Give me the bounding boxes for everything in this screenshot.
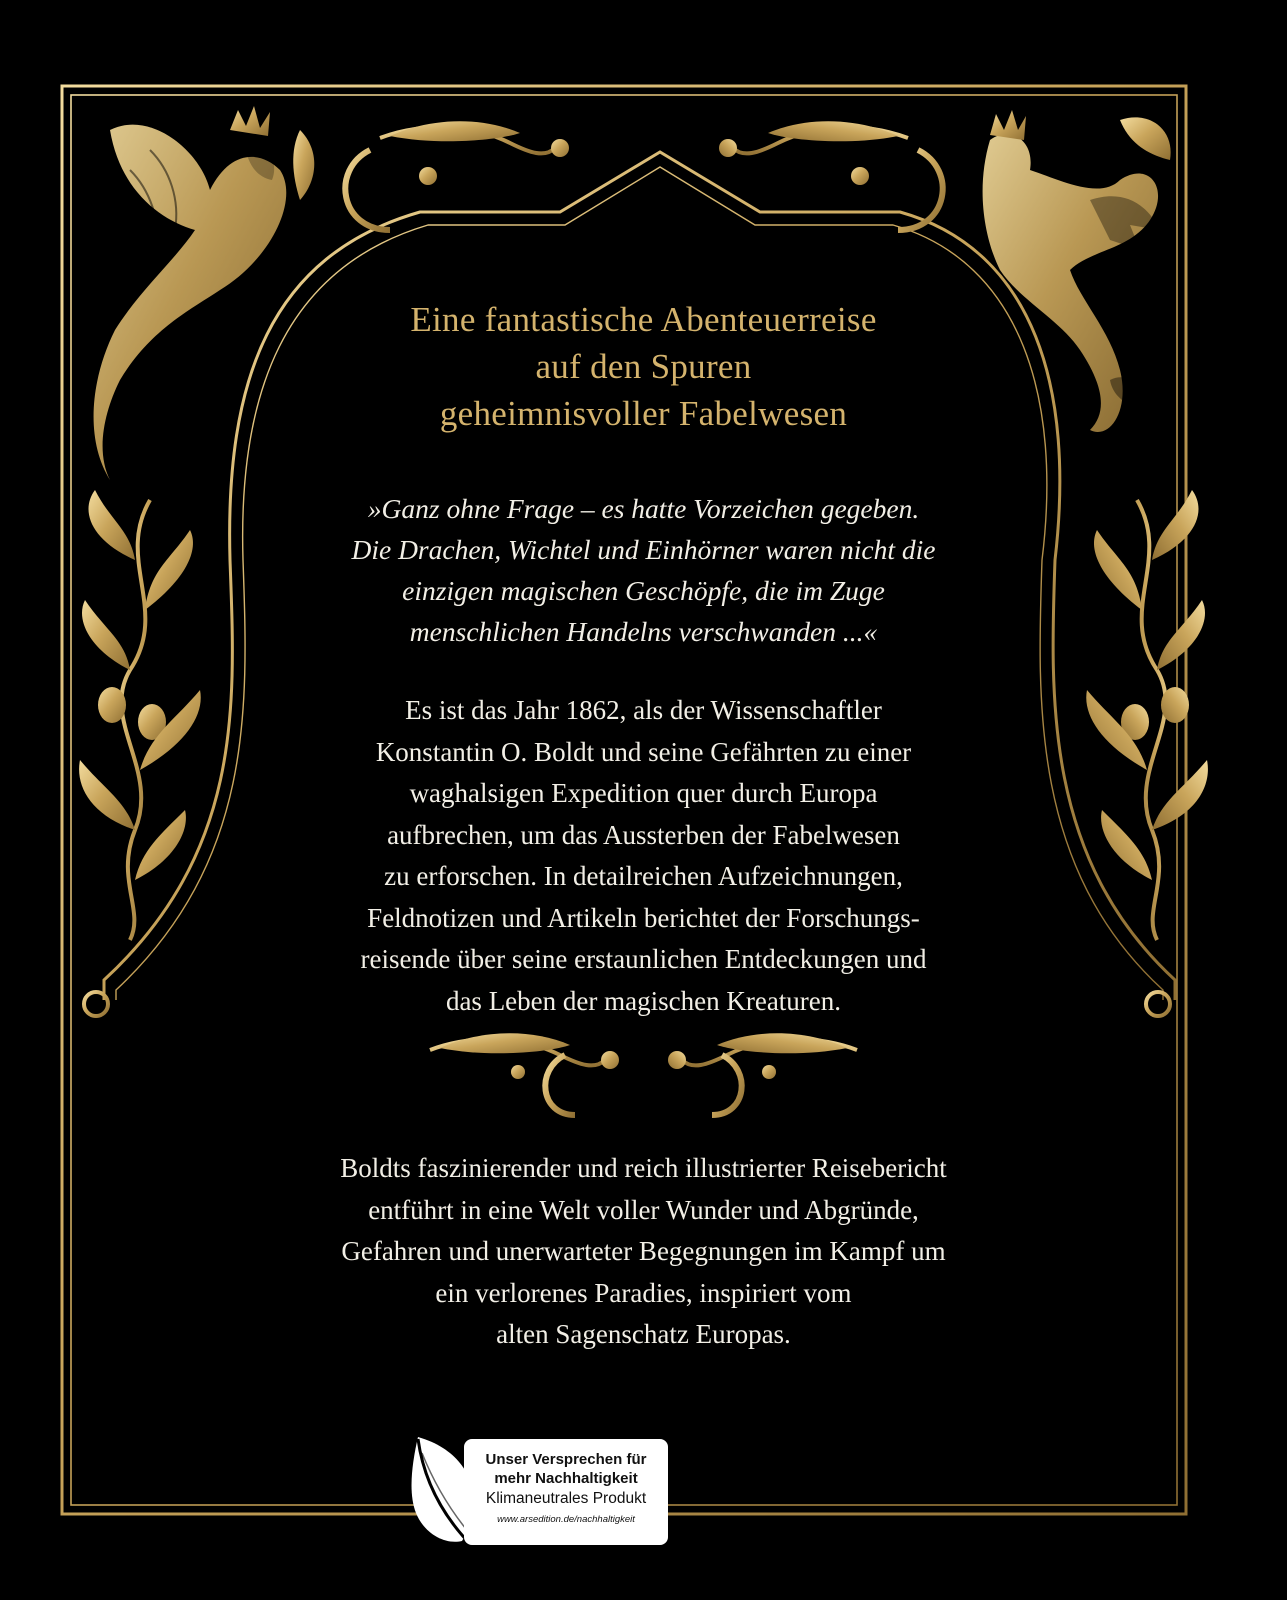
- synopsis-line: aufbrechen, um das Aussterben der Fabelwesen: [387, 819, 900, 850]
- synopsis-line: das Leben der magischen Kreaturen.: [445, 985, 842, 1016]
- headline-line: auf den Spuren: [535, 347, 752, 386]
- sustainability-badge: [404, 1433, 670, 1551]
- badge-url: www.arsedition.de/nachhaltigkeit: [497, 1514, 635, 1525]
- synopsis-line: waghalsigen Expedition quer durch Europa: [409, 778, 878, 808]
- description-line: entführt in eine Welt voller Wunder und Abgründe,: [368, 1194, 919, 1225]
- headline: [0, 296, 1287, 437]
- synopsis-line: reisende über seine erstaunlichen Entdeckungen und: [360, 944, 927, 974]
- scroll-flourish-icon: [345, 121, 942, 230]
- synopsis-line: zu erforschen. In detailreichen Aufzeichnungen,: [384, 861, 903, 891]
- description-line: ein verlorenes Paradies, inspiriert vom: [435, 1277, 852, 1308]
- synopsis-paragraph: [0, 690, 1287, 1022]
- quote-line: »Ganz ohne Frage – es hatte Vorzeichen gegeben.: [367, 493, 920, 524]
- badge-title-line: Unser Versprechen für: [485, 1451, 647, 1468]
- synopsis-line: Feldnotizen und Artikeln berichtet der Forschungs-: [367, 902, 920, 933]
- quote-line: menschlichen Handelns verschwanden ...«: [409, 616, 878, 647]
- description-paragraph: [0, 1148, 1287, 1356]
- sustainability-label: [464, 1439, 668, 1545]
- headline-line: geheimnisvoller Fabelwesen: [439, 394, 848, 433]
- description-line: alten Sagenschatz Europas.: [496, 1319, 791, 1349]
- quote-block: [0, 488, 1287, 652]
- badge-title-line: mehr Nachhaltigkeit: [494, 1470, 638, 1487]
- quote-line: Die Drachen, Wichtel und Einhörner waren nicht die: [351, 534, 936, 565]
- description-line: Gefahren und unerwarteter Begegnungen im Kampf um: [341, 1236, 946, 1266]
- synopsis-line: Es ist das Jahr 1862, als der Wissenschaftler: [405, 695, 882, 725]
- badge-subtitle: Klimaneutrales Produkt: [485, 1490, 647, 1507]
- scroll-flourish-icon: [430, 1033, 857, 1115]
- synopsis-line: Konstantin O. Boldt und seine Gefährten zu einer: [375, 736, 912, 767]
- description-line: Boldts faszinierender und reich illustrierter Reisebericht: [340, 1153, 947, 1183]
- headline-line: Eine fantastische Abenteuerreise: [410, 300, 877, 339]
- quote-line: einzigen magischen Geschöpfe, die im Zuge: [402, 575, 885, 606]
